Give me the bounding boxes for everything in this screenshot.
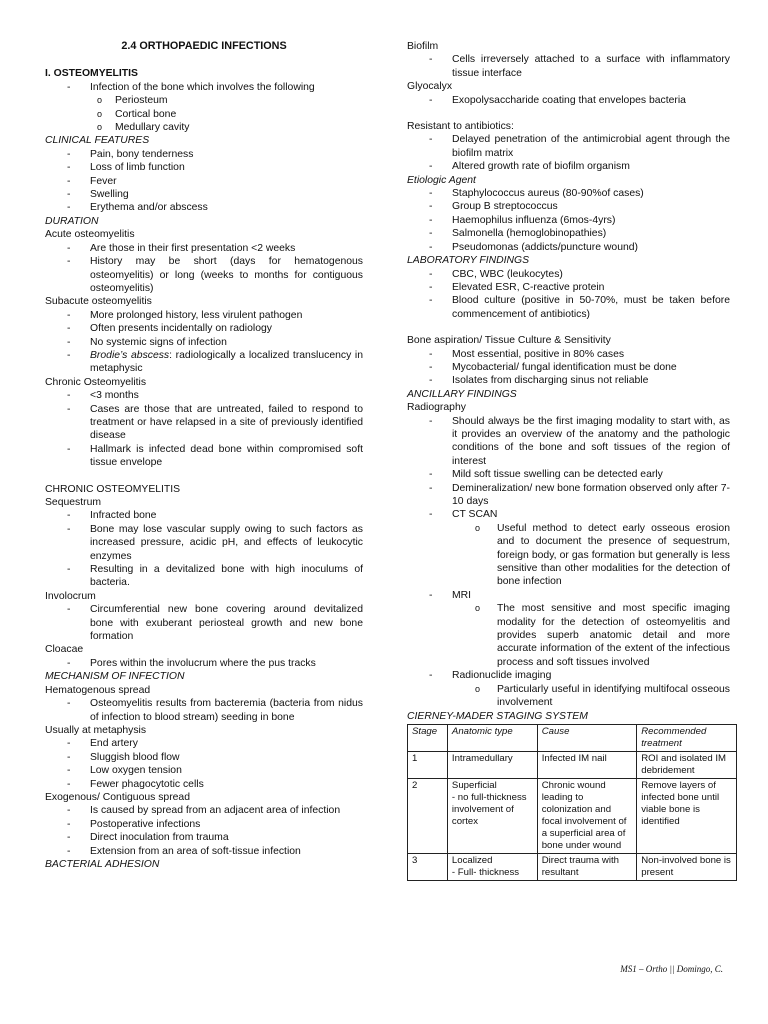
sequestrum-list	[45, 509, 363, 589]
list-item: - Pores within the involucrum where the pus tracks	[45, 657, 363, 670]
list-item: - Hallmark is infected dead bone within compromised soft tissue envelope	[45, 443, 363, 470]
list-item: - Staphylococcus aureus (80-90%of cases)	[407, 187, 730, 200]
list-item: - End artery	[45, 737, 363, 750]
chronic-osteomyelitis-heading: CHRONIC OSTEOMYELITIS	[45, 483, 181, 495]
involocrum-list	[45, 603, 363, 643]
staging-table	[407, 724, 737, 881]
duration-heading: DURATION	[45, 215, 99, 227]
list-item: - History may be short (days for hematogenous osteomyelitis) or long (weeks to months for contiguous osteomyelitis)	[45, 255, 363, 295]
nuclide-list	[407, 683, 730, 710]
mechanism-heading: MECHANISM OF INFECTION	[45, 671, 185, 683]
table-cell: Localized - Full- thickness	[447, 853, 537, 880]
list-item: - Elevated ESR, C-reactive protein	[407, 281, 730, 294]
list-item: - Fever	[45, 175, 363, 188]
list-item: - Pseudomonas (addicts/puncture wound)	[407, 241, 730, 254]
list-item: - Circumferential new bone covering around devitalized bone with exuberant periosteal growth and new bone formation	[45, 603, 363, 643]
list-item: - Are those in their first presentation <2 weeks	[45, 242, 363, 255]
list-item: - Most essential, positive in 80% cases	[407, 348, 730, 361]
metaphysis-list	[45, 737, 363, 791]
subacute-label: Subacute osteomyelitis	[45, 296, 152, 308]
list-item: - Cells irreversely attached to a surface with inflammatory tissue interface	[407, 53, 730, 80]
list-item: - Infection of the bone which involves the following	[45, 81, 363, 94]
list-item: - Is caused by spread from an adjacent area of infection	[45, 804, 363, 817]
table-cell: Non-involved bone is present	[637, 853, 737, 880]
subacute-list	[45, 309, 363, 376]
laboratory-list	[407, 268, 730, 322]
acute-label: Acute osteomyelitis	[45, 229, 135, 241]
mri-label-list	[407, 589, 730, 602]
list-item: - Swelling	[45, 188, 363, 201]
exogenous-label: Exogenous/ Contiguous spread	[45, 791, 190, 803]
table-cell: 3	[408, 853, 448, 880]
list-item: - Often presents incidentally on radiology	[45, 322, 363, 335]
right-column	[407, 40, 730, 881]
list-item: - Postoperative infections	[45, 818, 363, 831]
list-item: - Radionuclide imaging	[407, 669, 730, 682]
list-item: - Should always be the first imaging modality to start with, as it provides an overview of the anatomy and the pathologic conditions of the bone and soft tissues of the region of interest	[407, 415, 730, 469]
table-cell: Intramedullary	[447, 751, 537, 778]
etiologic-list	[407, 187, 730, 254]
ancillary-heading: ANCILLARY FINDINGS	[407, 388, 517, 400]
brodie-definition: : radiologically a localized translucency in metaphysic	[90, 349, 364, 375]
list-item: o Medullary cavity	[45, 121, 363, 134]
hematogenous-label: Hematogenous spread	[45, 684, 151, 696]
list-item: - Erythema and/or abscess	[45, 201, 363, 214]
resistance-list	[407, 133, 730, 173]
list-item: - Direct inoculation from trauma	[45, 831, 363, 844]
table-cell: Infected IM nail	[537, 751, 637, 778]
clinical-features-list	[45, 148, 363, 215]
page-title: 2.4 ORTHOPAEDIC INFECTIONS	[121, 40, 287, 52]
table-row	[408, 853, 737, 880]
list-item: o Particularly useful in identifying multifocal osseous involvement	[407, 683, 730, 710]
list-item: - Altered growth rate of biofilm organism	[407, 160, 730, 173]
osteomyelitis-intro-list	[45, 81, 363, 94]
column-header: Stage	[408, 724, 448, 751]
list-item: - Blood culture (positive in 50-70%, must be taken before commencement of antibiotics)	[407, 294, 730, 321]
glyocalyx-label: Glyocalyx	[407, 81, 453, 93]
list-item: - Isolates from discharging sinus not reliable	[407, 374, 730, 387]
table-cell: 2	[408, 778, 448, 853]
bone-parts-list	[45, 94, 363, 134]
clinical-features-heading: CLINICAL FEATURES	[45, 135, 150, 147]
list-item: - Osteomyelitis results from bacteremia (bacteria from nidus of infection to blood stream) seeding in bone	[45, 697, 363, 724]
list-item: - Sluggish blood flow	[45, 751, 363, 764]
metaphysis-label: Usually at metaphysis	[45, 724, 147, 736]
bacterial-adhesion-heading: BACTERIAL ADHESION	[45, 858, 160, 870]
column-header: Anatomic type	[447, 724, 537, 751]
list-item: - CT SCAN	[407, 508, 730, 521]
list-item: - More prolonged history, less virulent pathogen	[45, 309, 363, 322]
list-item: - Salmonella (hemoglobinopathies)	[407, 227, 730, 240]
sequestrum-label: Sequestrum	[45, 497, 102, 508]
list-item: - Bone may lose vascular supply owing to such factors as increased pressure, acidic pH, and effects of leukocytic enzymes	[45, 523, 363, 563]
biofilm-label: Biofilm	[407, 41, 439, 52]
etiologic-heading: Etiologic Agent	[407, 174, 476, 186]
mri-list	[407, 602, 730, 669]
cloacae-label: Cloacae	[45, 644, 84, 656]
list-item: - <3 months	[45, 389, 363, 402]
aspiration-list	[407, 348, 730, 388]
list-item: - Mild soft tissue swelling can be detected early	[407, 468, 730, 481]
chronic-label: Chronic Osteomyelitis	[45, 376, 147, 388]
list-item: - No systemic signs of infection	[45, 336, 363, 349]
resistance-label: Resistant to antibiotics:	[407, 121, 514, 133]
list-item: - Fewer phagocytotic cells	[45, 778, 363, 791]
list-item: - Group B streptococcus	[407, 200, 730, 213]
left-column	[45, 40, 363, 871]
chronic-list	[45, 389, 363, 469]
ct-list	[407, 522, 730, 589]
page-footer: MS1 – Ortho || Domingo, C.	[620, 964, 723, 974]
brodie-term: Brodie’s abscess	[90, 349, 170, 361]
hematogenous-list	[45, 697, 363, 724]
list-item: - Haemophilus influenza (6mos-4yrs)	[407, 214, 730, 227]
cloacae-list	[45, 657, 363, 670]
table-row	[408, 751, 737, 778]
nuclide-label-list	[407, 669, 730, 682]
list-item: - MRI	[407, 589, 730, 602]
staging-heading: CIERNEY-MADER STAGING SYSTEM	[407, 710, 588, 722]
table-cell: Superficial - no full-thickness involvement of cortex	[447, 778, 537, 853]
acute-list	[45, 242, 363, 296]
list-item: o Cortical bone	[45, 108, 363, 121]
list-item: - Loss of limb function	[45, 161, 363, 174]
exogenous-list	[45, 804, 363, 858]
brodie-abscess-item	[45, 349, 363, 376]
table-header-row	[408, 724, 737, 751]
column-header: Recommended treatment	[637, 724, 737, 751]
list-item: o Periosteum	[45, 94, 363, 107]
list-item: - Resulting in a devitalized bone with high inoculums of bacteria.	[45, 563, 363, 590]
list-item: - Delayed penetration of the antimicrobial agent through the biofilm matrix	[407, 133, 730, 160]
column-header: Cause	[537, 724, 637, 751]
list-item: - Exopolysaccharide coating that envelopes bacteria	[407, 94, 730, 107]
table-cell: Chronic wound leading to colonization and focal involvement of a superficial area of bone under wound	[537, 778, 637, 853]
osteomyelitis-heading: I. OSTEOMYELITIS	[45, 68, 138, 80]
table-row	[408, 778, 737, 853]
list-item: o Useful method to detect early osseous erosion and to document the presence of sequestrum, foreign body, or gas formation but generally is less sensitive than other modalities for the detection of bone infection	[407, 522, 730, 589]
list-item: - Extension from an area of soft-tissue infection	[45, 845, 363, 858]
table-cell: Direct trauma with resultant	[537, 853, 637, 880]
laboratory-heading: LABORATORY FINDINGS	[407, 255, 530, 267]
list-item: - Mycobacterial/ fungal identification must be done	[407, 361, 730, 374]
table-cell: 1	[408, 751, 448, 778]
list-item: o The most sensitive and most specific imaging modality for the detection of osteomyelitis and provides superb anatomic detail and more accurate information of the extent of the infectious process and soft tissues involved	[407, 602, 730, 669]
biofilm-list	[407, 53, 730, 80]
radiography-list	[407, 415, 730, 522]
glyocalyx-list	[407, 94, 730, 107]
radiography-label: Radiography	[407, 402, 466, 414]
list-item: - Cases are those that are untreated, failed to respond to treatment or have relapsed in a site of previously identified disease	[45, 403, 363, 443]
list-item: - Infracted bone	[45, 509, 363, 522]
table-cell: ROI and isolated IM debridement	[637, 751, 737, 778]
aspiration-label: Bone aspiration/ Tissue Culture & Sensitivity	[407, 335, 611, 347]
table-cell: Remove layers of infected bone until viable bone is identified	[637, 778, 737, 853]
list-item: - Demineralization/ new bone formation observed only after 7-10 days	[407, 482, 730, 509]
involocrum-label: Involocrum	[45, 590, 96, 602]
list-item: - CBC, WBC (leukocytes)	[407, 268, 730, 281]
list-item: - Pain, bony tenderness	[45, 148, 363, 161]
list-item: - Low oxygen tension	[45, 764, 363, 777]
